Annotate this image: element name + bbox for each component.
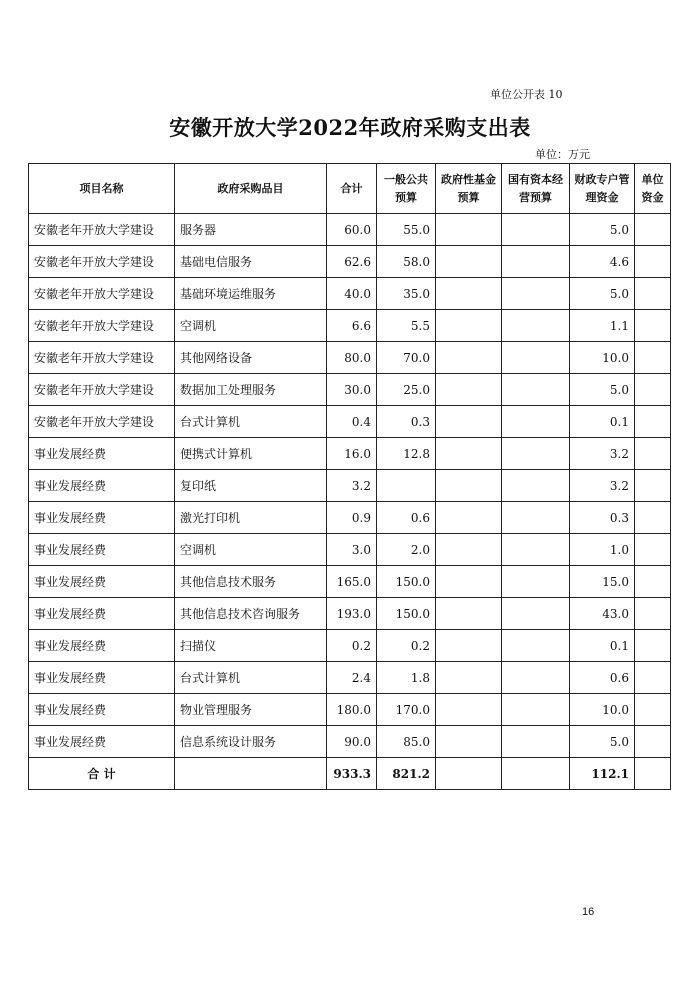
table-number-label: 单位公开表 10 — [490, 88, 563, 101]
cell-general: 58.0 — [377, 246, 436, 278]
cell-fund — [436, 470, 502, 502]
cell-item: 其他信息技术服务 — [175, 566, 327, 598]
cell-general: 5.5 — [377, 310, 436, 342]
table-row — [29, 310, 671, 342]
cell-project: 事业发展经费 — [29, 534, 175, 566]
cell-capital — [502, 662, 570, 694]
cell-total: 6.6 — [327, 310, 377, 342]
cell-total: 80.0 — [327, 342, 377, 374]
header-item: 政府采购品目 — [175, 164, 327, 214]
cell-item: 便携式计算机 — [175, 438, 327, 470]
cell-general: 12.8 — [377, 438, 436, 470]
cell-fund — [436, 566, 502, 598]
cell-fund — [436, 694, 502, 726]
cell-unit — [635, 214, 671, 246]
cell-unit — [635, 694, 671, 726]
cell-unit — [635, 630, 671, 662]
cell-item: 数据加工处理服务 — [175, 374, 327, 406]
cell-capital — [502, 726, 570, 758]
cell-item: 激光打印机 — [175, 502, 327, 534]
cell-general: 1.8 — [377, 662, 436, 694]
cell-capital — [502, 694, 570, 726]
cell-special: 1.1 — [570, 310, 635, 342]
header-state-capital: 国有资本经营预算 — [502, 164, 570, 214]
table-row — [29, 278, 671, 310]
table-row — [29, 374, 671, 406]
header-special-fund: 财政专户管理资金 — [570, 164, 635, 214]
cell-special: 5.0 — [570, 726, 635, 758]
table-row — [29, 502, 671, 534]
cell-special: 43.0 — [570, 598, 635, 630]
cell-fund — [436, 438, 502, 470]
cell-fund — [436, 310, 502, 342]
cell-project: 事业发展经费 — [29, 438, 175, 470]
cell-general: 0.3 — [377, 406, 436, 438]
table-row — [29, 534, 671, 566]
cell-fund — [436, 374, 502, 406]
cell-total: 0.9 — [327, 502, 377, 534]
table-row — [29, 630, 671, 662]
cell-item: 物业管理服务 — [175, 694, 327, 726]
cell-item: 其他信息技术咨询服务 — [175, 598, 327, 630]
cell-fund — [436, 662, 502, 694]
cell-special: 0.3 — [570, 502, 635, 534]
cell-unit — [635, 278, 671, 310]
cell-unit — [635, 438, 671, 470]
header-total: 合计 — [327, 164, 377, 214]
total-row — [29, 758, 671, 790]
table-row — [29, 406, 671, 438]
table-row — [29, 342, 671, 374]
cell-unit — [635, 470, 671, 502]
cell-item: 台式计算机 — [175, 406, 327, 438]
table-header-row — [29, 164, 671, 214]
table-row — [29, 694, 671, 726]
cell-item: 复印纸 — [175, 470, 327, 502]
cell-capital — [502, 470, 570, 502]
cell-special: 5.0 — [570, 214, 635, 246]
cell-project: 事业发展经费 — [29, 502, 175, 534]
cell-general: 70.0 — [377, 342, 436, 374]
cell-capital — [502, 310, 570, 342]
cell-project: 安徽老年开放大学建设 — [29, 342, 175, 374]
cell-project: 安徽老年开放大学建设 — [29, 246, 175, 278]
cell-item: 基础电信服务 — [175, 246, 327, 278]
cell-capital — [502, 214, 570, 246]
cell-project: 安徽老年开放大学建设 — [29, 214, 175, 246]
cell-fund — [436, 726, 502, 758]
cell-special: 0.6 — [570, 662, 635, 694]
cell-fund — [436, 406, 502, 438]
cell-general: 85.0 — [377, 726, 436, 758]
cell-item: 空调机 — [175, 310, 327, 342]
cell-total: 30.0 — [327, 374, 377, 406]
total-unit — [635, 758, 671, 790]
table-row — [29, 438, 671, 470]
cell-special: 4.6 — [570, 246, 635, 278]
cell-capital — [502, 534, 570, 566]
cell-unit — [635, 246, 671, 278]
cell-project: 事业发展经费 — [29, 598, 175, 630]
cell-project: 事业发展经费 — [29, 726, 175, 758]
cell-capital — [502, 630, 570, 662]
cell-unit — [635, 566, 671, 598]
cell-general: 0.2 — [377, 630, 436, 662]
cell-unit — [635, 662, 671, 694]
header-general-budget: 一般公共预算 — [377, 164, 436, 214]
cell-capital — [502, 278, 570, 310]
total-total: 933.3 — [327, 758, 377, 790]
cell-unit — [635, 502, 671, 534]
table-row — [29, 246, 671, 278]
total-item — [175, 758, 327, 790]
cell-general: 0.6 — [377, 502, 436, 534]
cell-total: 62.6 — [327, 246, 377, 278]
cell-general: 55.0 — [377, 214, 436, 246]
table-row — [29, 598, 671, 630]
page-number: 16 — [582, 906, 595, 918]
cell-project: 安徽老年开放大学建设 — [29, 406, 175, 438]
cell-total: 90.0 — [327, 726, 377, 758]
header-fund-budget: 政府性基金预算 — [436, 164, 502, 214]
cell-item: 台式计算机 — [175, 662, 327, 694]
cell-item: 空调机 — [175, 534, 327, 566]
cell-project: 事业发展经费 — [29, 630, 175, 662]
cell-special: 3.2 — [570, 438, 635, 470]
table-row — [29, 470, 671, 502]
cell-fund — [436, 214, 502, 246]
cell-total: 16.0 — [327, 438, 377, 470]
header-unit-fund: 单位资金 — [635, 164, 671, 214]
unit-label: 单位：万元 — [535, 148, 590, 161]
cell-unit — [635, 534, 671, 566]
table-row — [29, 566, 671, 598]
cell-unit — [635, 598, 671, 630]
cell-total: 180.0 — [327, 694, 377, 726]
total-special: 112.1 — [570, 758, 635, 790]
cell-item: 其他网络设备 — [175, 342, 327, 374]
total-general: 821.2 — [377, 758, 436, 790]
cell-capital — [502, 502, 570, 534]
cell-item: 信息系统设计服务 — [175, 726, 327, 758]
cell-total: 60.0 — [327, 214, 377, 246]
table-row — [29, 214, 671, 246]
total-fund — [436, 758, 502, 790]
cell-item: 基础环境运维服务 — [175, 278, 327, 310]
cell-general: 150.0 — [377, 566, 436, 598]
cell-fund — [436, 630, 502, 662]
cell-special: 0.1 — [570, 406, 635, 438]
cell-general: 170.0 — [377, 694, 436, 726]
cell-special: 1.0 — [570, 534, 635, 566]
page-title: 安徽开放大学2022年政府采购支出表 — [169, 115, 531, 140]
cell-capital — [502, 406, 570, 438]
cell-total: 2.4 — [327, 662, 377, 694]
cell-unit — [635, 310, 671, 342]
procurement-table — [28, 163, 671, 790]
cell-capital — [502, 566, 570, 598]
cell-project: 安徽老年开放大学建设 — [29, 278, 175, 310]
cell-unit — [635, 726, 671, 758]
total-label: 合 计 — [29, 758, 175, 790]
cell-fund — [436, 342, 502, 374]
cell-capital — [502, 374, 570, 406]
cell-project: 事业发展经费 — [29, 566, 175, 598]
cell-special: 10.0 — [570, 342, 635, 374]
cell-project: 安徽老年开放大学建设 — [29, 374, 175, 406]
cell-item: 扫描仪 — [175, 630, 327, 662]
cell-unit — [635, 406, 671, 438]
cell-total: 0.4 — [327, 406, 377, 438]
cell-total: 40.0 — [327, 278, 377, 310]
cell-unit — [635, 342, 671, 374]
cell-total: 3.0 — [327, 534, 377, 566]
cell-project: 安徽老年开放大学建设 — [29, 310, 175, 342]
cell-special: 5.0 — [570, 278, 635, 310]
cell-fund — [436, 598, 502, 630]
cell-special: 3.2 — [570, 470, 635, 502]
cell-capital — [502, 438, 570, 470]
cell-special: 5.0 — [570, 374, 635, 406]
cell-unit — [635, 374, 671, 406]
header-project: 项目名称 — [29, 164, 175, 214]
cell-total: 3.2 — [327, 470, 377, 502]
total-capital — [502, 758, 570, 790]
cell-item: 服务器 — [175, 214, 327, 246]
cell-general: 2.0 — [377, 534, 436, 566]
cell-project: 事业发展经费 — [29, 662, 175, 694]
cell-project: 事业发展经费 — [29, 470, 175, 502]
cell-general: 150.0 — [377, 598, 436, 630]
cell-special: 0.1 — [570, 630, 635, 662]
cell-capital — [502, 598, 570, 630]
cell-general — [377, 470, 436, 502]
table-row — [29, 662, 671, 694]
cell-capital — [502, 246, 570, 278]
cell-general: 25.0 — [377, 374, 436, 406]
cell-total: 0.2 — [327, 630, 377, 662]
cell-project: 事业发展经费 — [29, 694, 175, 726]
cell-fund — [436, 278, 502, 310]
cell-fund — [436, 502, 502, 534]
cell-fund — [436, 246, 502, 278]
cell-total: 193.0 — [327, 598, 377, 630]
cell-special: 15.0 — [570, 566, 635, 598]
cell-capital — [502, 342, 570, 374]
cell-general: 35.0 — [377, 278, 436, 310]
table-row — [29, 726, 671, 758]
cell-fund — [436, 534, 502, 566]
cell-total: 165.0 — [327, 566, 377, 598]
cell-special: 10.0 — [570, 694, 635, 726]
